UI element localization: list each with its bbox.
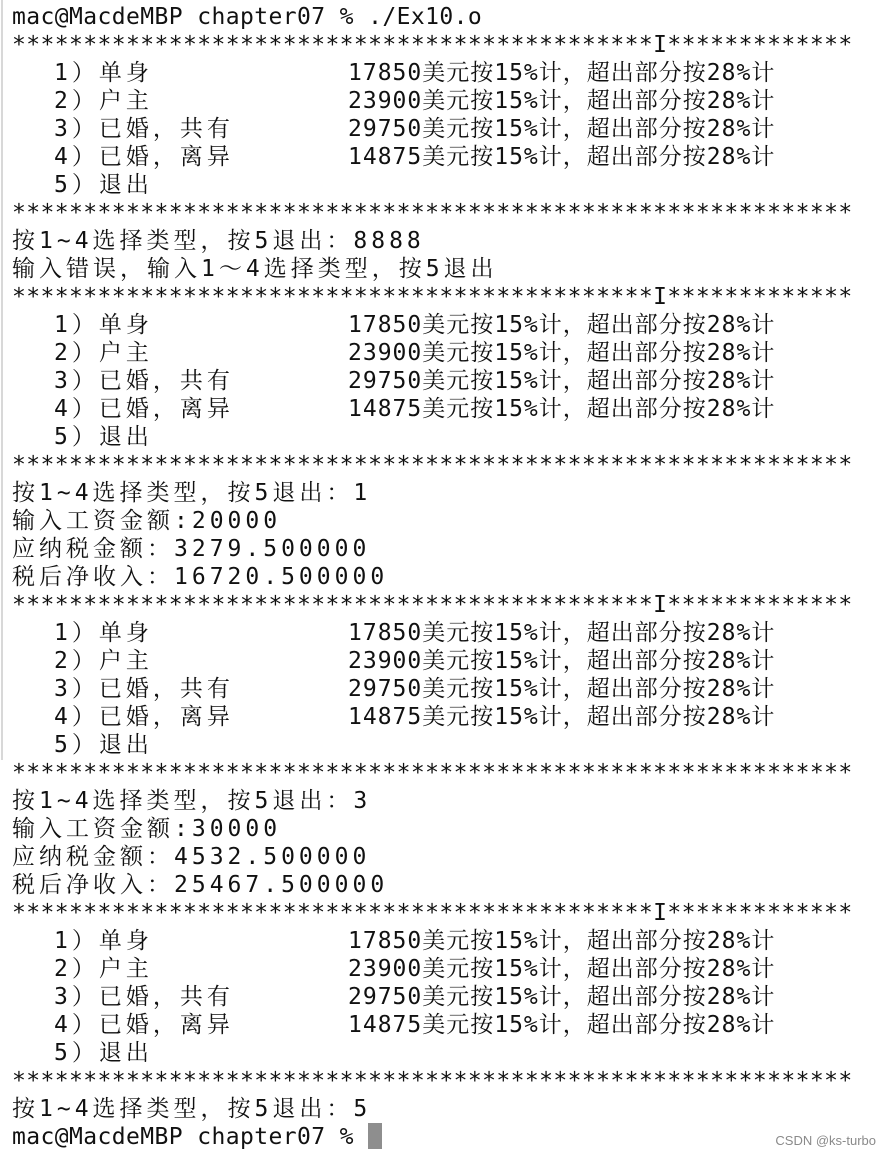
menu-row bbox=[12, 395, 890, 423]
menu-value: 14875美元按15%计，超出部分按28%计 bbox=[348, 1012, 776, 1038]
output-line: 输入错误，输入1～4选择类型，按5退出 bbox=[12, 256, 498, 282]
menu-value: 23900美元按15%计，超出部分按28%计 bbox=[348, 956, 776, 982]
output-line: 按1~4选择类型，按5退出：1 bbox=[12, 480, 372, 506]
menu-label: 4）已婚，离异 bbox=[54, 144, 234, 170]
menu-value: 23900美元按15%计，超出部分按28%计 bbox=[348, 648, 776, 674]
menu-row bbox=[12, 339, 890, 367]
menu-label: 2）户主 bbox=[54, 648, 153, 674]
menu-row bbox=[12, 619, 890, 647]
output-line: 税后净收入：25467.500000 bbox=[12, 872, 389, 898]
menu-label: 2）户主 bbox=[54, 956, 153, 982]
separator-line: *********************************************I************* bbox=[12, 592, 853, 618]
separator-line: *********************************************I************* bbox=[12, 900, 853, 926]
menu-row bbox=[12, 731, 890, 759]
menu-row bbox=[12, 171, 890, 199]
menu-label: 4）已婚，离异 bbox=[54, 1012, 234, 1038]
menu-value: 29750美元按15%计，超出部分按28%计 bbox=[348, 368, 776, 394]
menu-label: 2）户主 bbox=[54, 88, 153, 114]
output-line: 应纳税金额：3279.500000 bbox=[12, 536, 371, 562]
menu-label: 3）已婚，共有 bbox=[54, 368, 234, 394]
menu-label: 5）退出 bbox=[54, 732, 153, 758]
output-line: 输入工资金额:20000 bbox=[12, 508, 282, 534]
menu-label: 4）已婚，离异 bbox=[54, 396, 234, 422]
menu-label: 3）已婚，共有 bbox=[54, 116, 234, 142]
watermark: CSDN @ks-turbo bbox=[775, 1133, 876, 1148]
output-line: 应纳税金额：4532.500000 bbox=[12, 844, 371, 870]
menu-label: 1）单身 bbox=[54, 60, 153, 86]
menu-row bbox=[12, 1011, 890, 1039]
menu-label: 1）单身 bbox=[54, 312, 153, 338]
prompt-line: mac@MacdeMBP chapter07 % bbox=[12, 1123, 890, 1151]
output-line: 按1~4选择类型，按5退出：5 bbox=[12, 1096, 372, 1122]
menu-label: 4）已婚，离异 bbox=[54, 704, 234, 730]
menu-row bbox=[12, 143, 890, 171]
separator-line: *********************************************I************* bbox=[12, 284, 853, 310]
menu-label: 5）退出 bbox=[54, 424, 153, 450]
menu-value: 29750美元按15%计，超出部分按28%计 bbox=[348, 984, 776, 1010]
menu-value: 14875美元按15%计，超出部分按28%计 bbox=[348, 144, 776, 170]
menu-row bbox=[12, 1039, 890, 1067]
menu-value: 17850美元按15%计，超出部分按28%计 bbox=[348, 312, 776, 338]
menu-row bbox=[12, 703, 890, 731]
menu-value: 17850美元按15%计，超出部分按28%计 bbox=[348, 60, 776, 86]
menu-value: 17850美元按15%计，超出部分按28%计 bbox=[348, 620, 776, 646]
menu-row bbox=[12, 675, 890, 703]
menu-label: 5）退出 bbox=[54, 1040, 153, 1066]
menu-label: 1）单身 bbox=[54, 620, 153, 646]
menu-row bbox=[12, 367, 890, 395]
separator-line: *********************************************************** bbox=[12, 452, 853, 478]
menu-label: 3）已婚，共有 bbox=[54, 984, 234, 1010]
menu-value: 23900美元按15%计，超出部分按28%计 bbox=[348, 340, 776, 366]
output-line: 税后净收入：16720.500000 bbox=[12, 564, 389, 590]
menu-row bbox=[12, 983, 890, 1011]
terminal-output[interactable] bbox=[12, 3, 890, 1151]
menu-row bbox=[12, 423, 890, 451]
menu-value: 17850美元按15%计，超出部分按28%计 bbox=[348, 928, 776, 954]
menu-label: 5）退出 bbox=[54, 172, 153, 198]
output-line: 按1~4选择类型，按5退出：8888 bbox=[12, 228, 425, 254]
command-line: mac@MacdeMBP chapter07 % ./Ex10.o bbox=[12, 4, 483, 30]
menu-row bbox=[12, 927, 890, 955]
menu-label: 3）已婚，共有 bbox=[54, 676, 234, 702]
menu-value: 14875美元按15%计，超出部分按28%计 bbox=[348, 396, 776, 422]
window-edge bbox=[1, 0, 3, 760]
menu-row bbox=[12, 115, 890, 143]
separator-line: *********************************************************** bbox=[12, 760, 853, 786]
cursor bbox=[368, 1123, 382, 1149]
separator-line: *********************************************I************* bbox=[12, 32, 853, 58]
menu-value: 29750美元按15%计，超出部分按28%计 bbox=[348, 676, 776, 702]
menu-label: 1）单身 bbox=[54, 928, 153, 954]
menu-row bbox=[12, 59, 890, 87]
separator-line: *********************************************************** bbox=[12, 1068, 853, 1094]
menu-value: 29750美元按15%计，超出部分按28%计 bbox=[348, 116, 776, 142]
menu-value: 23900美元按15%计，超出部分按28%计 bbox=[348, 88, 776, 114]
menu-row bbox=[12, 647, 890, 675]
menu-value: 14875美元按15%计，超出部分按28%计 bbox=[348, 704, 776, 730]
menu-row bbox=[12, 87, 890, 115]
output-line: 输入工资金额:30000 bbox=[12, 816, 282, 842]
separator-line: *********************************************************** bbox=[12, 200, 853, 226]
output-line: 按1~4选择类型，按5退出：3 bbox=[12, 788, 372, 814]
menu-row bbox=[12, 311, 890, 339]
menu-row bbox=[12, 955, 890, 983]
menu-label: 2）户主 bbox=[54, 340, 153, 366]
